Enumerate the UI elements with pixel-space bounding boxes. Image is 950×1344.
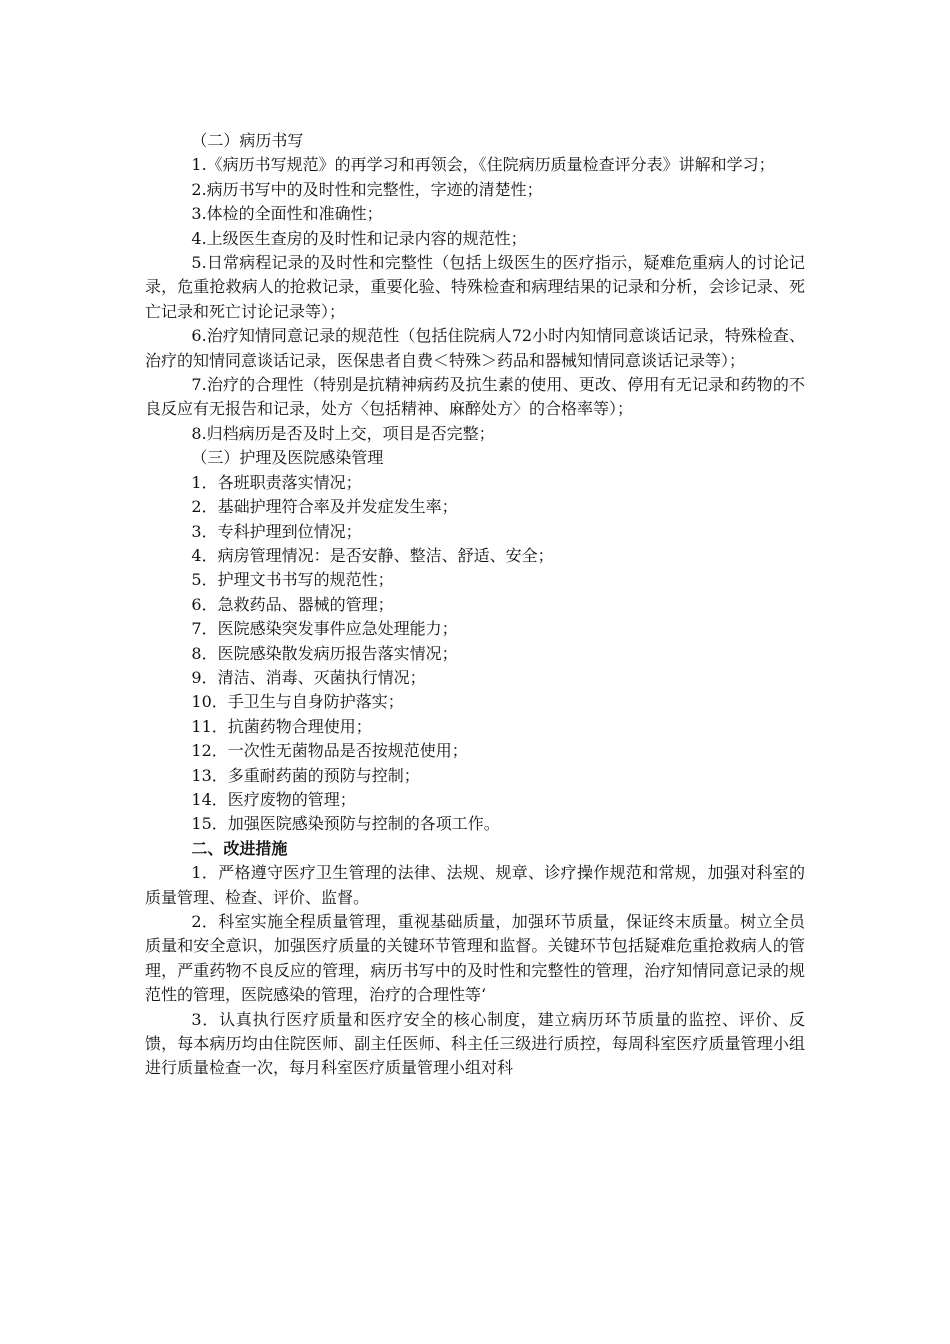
list-item: 15．加强医院感染预防与控制的各项工作。 (191, 814, 500, 834)
list-item: 7．医院感染突发事件应急处理能力； (191, 619, 458, 639)
list-item: 10．手卫生与自身防护落实； (191, 692, 404, 712)
list-item: 2．科室实施全程质量管理，重视基础质量，加强环节质量，保证终末质量。树立全员质量和安全意识，加强医疗质量的关键环节管理和监督。关键环节包括疑难危重抢救病人的管理，严重药物不良反应的管理，病历书写中的及时性和完整性的管理，治疗知情同意记录的规范性的管理，医院感染的管理，治疗的合理性等‘ (145, 912, 805, 1005)
list-item: 1．各班职责落实情况； (191, 472, 362, 492)
list-item: 4.上级医生查房的及时性和记录内容的规范性； (191, 228, 527, 248)
list-item: 13．多重耐药菌的预防与控制； (191, 765, 420, 785)
list-item: 3．认真执行医疗质量和医疗安全的核心制度，建立病历环节质量的监控、评价、反馈，每本病历均由住院医师、副主任医师、科主任三级进行质控，每周科室医疗质量管理小组进行质量检查一次，每月科室医疗质量管理小组对科 (145, 1009, 805, 1078)
list-item: 5．护理文书书写的规范性； (191, 570, 394, 590)
section-heading-medical-records: （二）病历书写 (191, 131, 304, 150)
list-item: 3.体检的全面性和准确性； (191, 204, 383, 224)
list-item: 1.《病历书写规范》的再学习和再领会，《住院病历质量检查评分表》讲解和学习； (191, 155, 775, 175)
list-item: 2．基础护理符合率及并发症发生率； (191, 497, 458, 517)
list-item: 7.治疗的合理性（特别是抗精神病药及抗生素的使用、更改、停用有无记录和药物的不良反应有无报告和记录，处方〈包括精神、麻醉处方〉的合格率等）； (145, 375, 805, 419)
list-item: 12．一次性无菌物品是否按规范使用； (191, 741, 468, 761)
section-heading-improvement-measures: 二、改进措施 (191, 838, 288, 858)
section-heading-nursing-infection: （三）护理及医院感染管理 (191, 448, 384, 468)
list-item: 9．清洁、消毒、灭菌执行情况； (191, 667, 426, 687)
document-body (145, 129, 805, 1081)
list-item: 2.病历书写中的及时性和完整性，字迹的清楚性； (191, 179, 543, 199)
list-item: 8．医院感染散发病历报告落实情况； (191, 643, 458, 663)
list-item: 8.归档病历是否及时上交，项目是否完整； (191, 423, 495, 443)
list-item: 5.日常病程记录的及时性和完整性（包括上级医生的医疗指示，疑难危重病人的讨论记录，危重抢救病人的抢救记录，重要化验、特殊检查和病理结果的记录和分析，会诊记录、死亡记录和死亡讨论记录等）； (145, 253, 805, 321)
list-item: 14．医疗废物的管理； (191, 789, 356, 809)
list-item: 6.治疗知情同意记录的规范性（包括住院病人72小时内知情同意谈话记录，特殊检查、治疗的知情同意谈话记录，医保患者自费＜特殊＞药品和器械知情同意谈话记录等）； (145, 326, 805, 370)
list-item: 11．抗菌药物合理使用； (191, 716, 372, 736)
list-item: 3．专科护理到位情况； (191, 521, 362, 541)
list-item: 6．急救药品、器械的管理； (191, 594, 394, 614)
list-item: 1．严格遵守医疗卫生管理的法律、法规、规章、诊疗操作规范和常规，加强对科室的质量管理、检查、评价、监督。 (145, 863, 805, 907)
list-item: 4．病房管理情况：是否安静、整洁、舒适、安全； (191, 545, 554, 565)
